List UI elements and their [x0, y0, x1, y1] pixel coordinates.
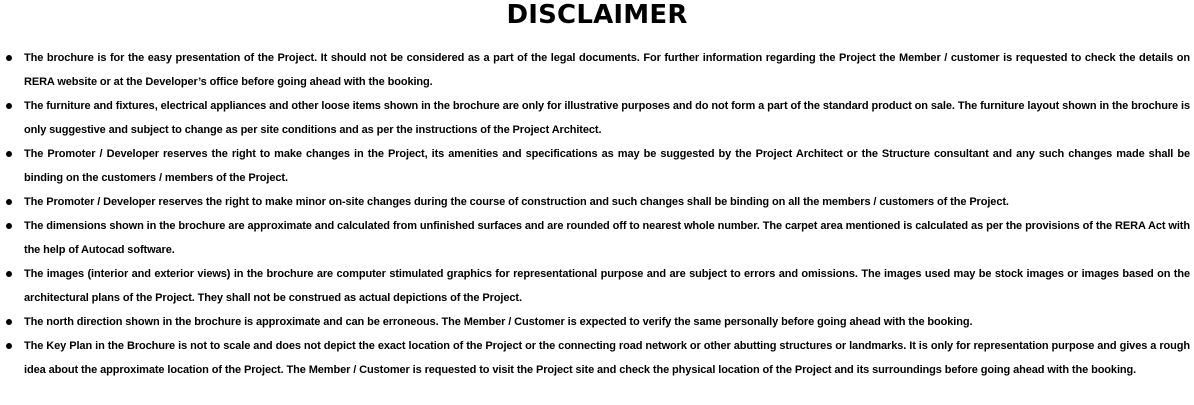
list-item-text: The dimensions shown in the brochure are approximate and calculated from unfinished surfaces and are rounded off to nearest whole number. The carpet area mentioned is calculated as per the provisions of the RERA Act with the help of Autocad software. [24, 220, 1190, 256]
list-item [0, 214, 1190, 262]
bullet-icon [6, 199, 12, 205]
list-item [0, 142, 1190, 190]
page-title: DISCLAIMER [506, 0, 688, 30]
list-item-text: The furniture and fixtures, electrical appliances and other loose items shown in the brochure are only for illustrative purposes and do not form a part of the standard product on sale. The furniture layout shown in the brochure is only suggestive and subject to change as per site conditions and as per the instructions of the Project Architect. [24, 100, 1190, 136]
bullet-icon [6, 55, 12, 61]
list-item-text: The north direction shown in the brochure is approximate and can be erroneous. The Member / Customer is expected to verify the same personally before going ahead with the booking. [24, 316, 973, 328]
list-item [0, 94, 1190, 142]
bullet-icon [6, 103, 12, 109]
list-item-text: The Key Plan in the Brochure is not to scale and does not depict the exact location of the Project or the connecting road network or other abutting structures or landmarks. It is only for representation purpose and gives a rough idea about the approximate location of the Project. The Member / Customer is requested to visit the Project site and check the physical location of the Project and its surroundings before going ahead with the booking. [24, 340, 1190, 376]
bullet-icon [6, 343, 12, 349]
bullet-icon [6, 271, 12, 277]
list-item [0, 46, 1190, 94]
bullet-icon [6, 151, 12, 157]
list-item [0, 262, 1190, 310]
disclaimer-list [0, 46, 1190, 382]
list-item [0, 310, 1190, 334]
bullet-icon [6, 319, 12, 325]
bullet-icon [6, 223, 12, 229]
list-item-text: The brochure is for the easy presentation of the Project. It should not be considered as a part of the legal documents. For further information regarding the Project the Member / customer is requested to check the details on RERA website or at the Developer’s office before going ahead with the booking. [24, 52, 1190, 88]
list-item-text: The Promoter / Developer reserves the right to make changes in the Project, its amenities and specifications as may be suggested by the Project Architect or the Structure consultant and any such changes made shall be binding on the customers / members of the Project. [24, 148, 1190, 184]
list-item [0, 190, 1190, 214]
list-item [0, 334, 1190, 382]
list-item-text: The Promoter / Developer reserves the right to make minor on-site changes during the course of construction and such changes shall be binding on all the members / customers of the Project. [24, 196, 1009, 208]
list-item-text: The images (interior and exterior views) in the brochure are computer stimulated graphics for representational purpose and are subject to errors and omissions. The images used may be stock images or images based on the architectural plans of the Project. They shall not be construed as actual depictions of the Project. [24, 268, 1190, 304]
